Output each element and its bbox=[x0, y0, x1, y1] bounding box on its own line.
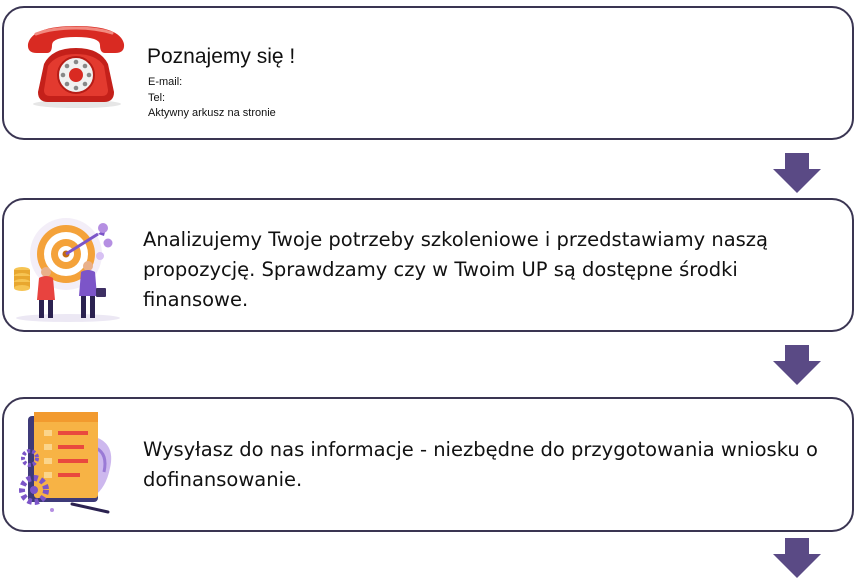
telephone-icon bbox=[22, 20, 130, 110]
step-description: Wysyłasz do nas informacje - niezbędne do przygotowania wniosku o dofinansowanie. bbox=[143, 438, 818, 491]
down-arrow-icon bbox=[773, 538, 821, 578]
target-analysis-icon bbox=[8, 214, 126, 324]
down-arrow-icon bbox=[773, 153, 821, 193]
checklist-document-icon bbox=[12, 406, 124, 516]
email-label: E-mail: bbox=[148, 76, 183, 88]
step-description: Analizujemy Twoje potrzeby szkoleniowe i przedstawiamy naszą propozycję. Sprawdzamy czy w Twoim UP są dostępne środki finansowe. bbox=[143, 228, 768, 311]
down-arrow-icon bbox=[773, 345, 821, 385]
active-sheet-label: Aktywny arkusz na stronie bbox=[148, 107, 276, 119]
step-title: Poznajemy się ! bbox=[147, 45, 296, 68]
phone-label: Tel: bbox=[148, 92, 166, 104]
